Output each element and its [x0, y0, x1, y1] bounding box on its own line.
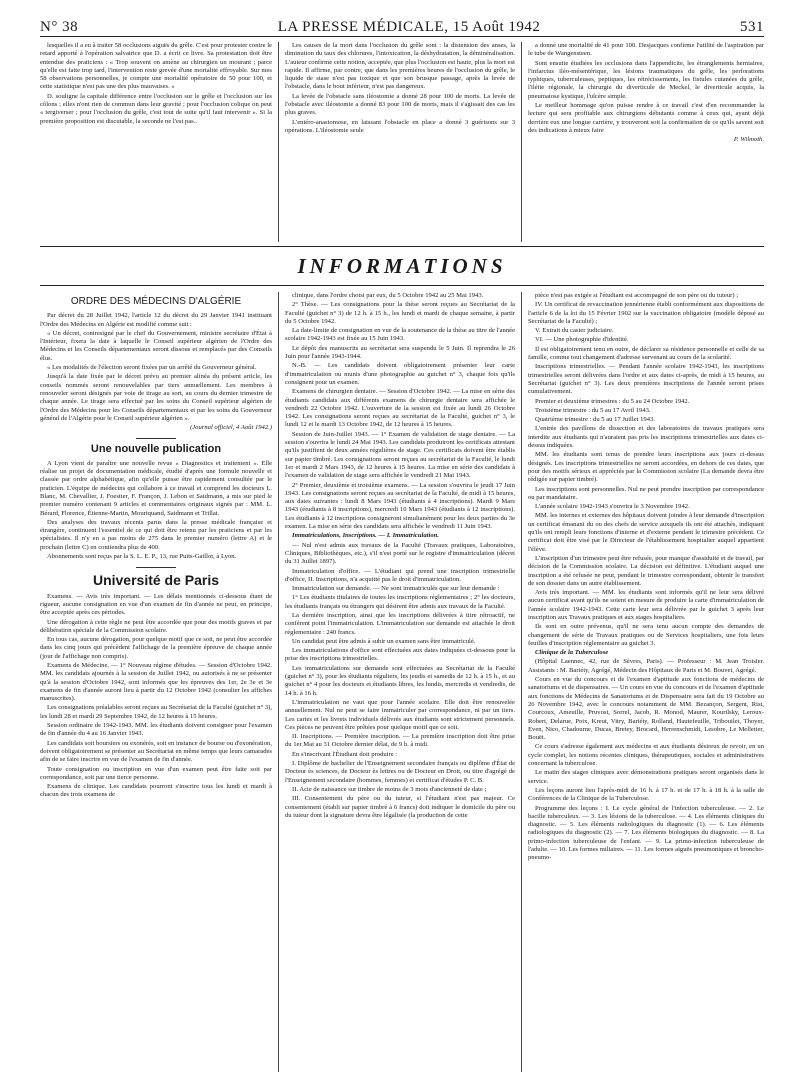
- main-column-1: [40, 292, 272, 1072]
- paragraph: MM. les internes et externes des hôpitaux doivent joindre à leur demande d'inscription un certificat émanant du ou des chefs de service auxquels ils ont été attachés, indiquant qu'ils ont rempli leurs fonctions d'interne et d'externe pendant le trimestre précédent. Ce certificat doit être visé par le Directeur de l'établissement hospitalier auquel appartient l'élève.: [528, 512, 764, 553]
- paragraph: En s'inscrivant l'Étudiant doit produire :: [292, 750, 398, 758]
- paragraph: 1° Les étudiants titulaires de toutes les inscriptions réglementaires ; 2° les docteurs, les étudiants français ou étrangers qui désirent être admis aux travaux de la Faculté.: [285, 594, 515, 610]
- section-title: Université de Paris: [92, 572, 220, 589]
- paragraph: Une dérogation à cette règle ne peut être accordée que pour des motifs graves et par délibération spéciale de la Commission scolaire.: [40, 618, 272, 634]
- section-banner: INFORMATIONS: [40, 246, 764, 286]
- paragraph: La levée de l'obstacle sans iléostomie a donné 28 pour 100 de morts. La levée de l'obstacle avec iléostomie a donné 83 pour 100 de morts, mais il s'agissait des cas les plus graves.: [285, 92, 515, 117]
- paragraph: D. souligne la capitale différence entre l'occlusion sur le grêle et l'occlusion sur les côlons ; elles n'ont rien de commun dans leur gravité ; pour l'occlusion colique on peut « tergiverser ; pour l'occlusion du grêle, c'est tout de suite qu'il faut intervenir ». Si la première proposition est discutable, la seconde ne l'est pas..: [40, 92, 272, 125]
- paragraph: Immatriculation d'office. — L'étudiant qui prend une inscription trimestrielle d'office, II. Inscriptions, n'a acquitté pas le droit d'immatriculation.: [285, 567, 515, 583]
- paragraph: Premier et deuxième trimestres : du 5 au 24 Octobre 1942.: [535, 397, 690, 405]
- paragraph: IV. Un certificat de revaccination jennérienne établi conformément aux dispositions de l'article 6 de la loi du 15 Février 1902 sur la vaccination obligatoire (modèle déposé au Secrétariat de la Faculté) ;: [528, 301, 764, 325]
- paragraph: a donné une mortalité de 41 pour 100. Desjacques confirme l'utilité de l'aspiration par le tube de Wangensteen.: [528, 42, 764, 58]
- paragraph: « Un décret, contresigné par le chef du Gouvernement, ministre secrétaire d'État à l'Intérieur, fixera la date à laquelle le Conseil supérieur algérien de l'Ordre des Médecins et les Conseils départementaux seront dissous et remplacés par des Conseils élus.: [40, 329, 272, 362]
- paragraph: Le meilleur hommage qu'on puisse rendre à ce travail c'est d'en recommander la lecture qui sera profitable aux chirurgiens débutants comme à ceux qui, ayant déjà derrière eux une longue carrière, y trouveront soit la confirmation de ce qu'ils savent soit des indications à mieux faire: [528, 102, 764, 134]
- paragraph: L'entrée des pavillons de dissection et des laboratoires de travaux pratiques sera interdite aux étudiants qui n'auraient pas pris les inscriptions trimestrielles aux dates ci-dessus indiquées.: [528, 425, 764, 450]
- paragraph: Il est obligatoirement tenu en outre, de déclarer sa résidence personnelle et celle de sa famille, comme tout changement d'adresse survenant au cours de la scolarité.: [528, 345, 764, 362]
- paragraph: II. Acte de naissance sur timbre de moins de 3 mois d'ancienneté de date ;: [292, 785, 487, 793]
- top-column-1: [40, 42, 272, 242]
- paragraph: Abonnements sont reçus par la S. L. E. P., 13, rue Puits-Gaillot, à Lyon.: [47, 553, 237, 561]
- paragraph: Programme des leçons : I. Le cycle général de l'infection tuberculeuse. — 2. Le bacille tuberculeux. — 3. Les lésions de la tuberculose. — 4. Les éléments cliniques du diagnostic. — 5. Les éléments radiologiques du diagnostic (1). — 6. Les éléments radiologiques du diagnostic (2). — 7. Les éléments biologiques du diagnostic. — 8. La primo-infection tuberculeuse de l'enfant. — 9. La primo-infection tuberculeuse de l'adulte. — 10. Les formes miliaires. — 11. Les formes aiguës pneumoniques et broncho-pneumo-: [528, 804, 764, 862]
- paragraph: 2° Premier, deuxième et troisième examens. — La session s'ouvrira le jeudi 17 Juin 1943. Les consignations seront reçues au secrétariat de la Faculté, de midi à 15 heures, aux dates suivantes : lundi 8 Mars 1943 (étudiants à 4 inscriptions). Mardi 9 Mars 1943 (étudiants à 8 inscriptions), mercredi 10 Mars 1943 (étudiants à 12 inscriptions). Les étudiants à 12 inscriptions consigneront simultanément pour les deux parties du 3e examen. La mise en série des candidats sera affichée le vendredi 11 Juin 1943.: [285, 481, 515, 531]
- column-divider: [278, 292, 279, 1072]
- journal-title: LA PRESSE MÉDICALE, 15 Août 1942: [277, 19, 541, 35]
- paragraph: Cours en vue du concours et de l'examen d'aptitude aux fonctions de médecins de sanatoriums et de dispensaires. — Un cours en vue du concours et de l'examen d'aptitude aux fonctions de Médecins de Sanatoriums et de Dispensaire sera fait du 19 Octobre au 26 Novembre 1942, avec le concours notamment de MM. Bezançon, Sergent, Rist, Courcoux, Ameuille, Pruvost, Sorrel, Jacob, R. Monod, Maurer, Kourilsky, Leroux-Robert, Delarue, Poix, Kreut, Vitry, Bariéty, Rolland, Hautefeuille, Tribouilet, Thoyer, Even, Nico, Chadourne, Ducas, Bretey, Brocard, Herrenschmidt, Lesobre, Le Melletier, Bouët.: [528, 676, 764, 742]
- paragraph: Inscriptions trimestrielles. — Pendant l'année scolaire 1942-1943, les inscriptions trimestrielles seront délivrées dans l'ordre et aux dates ci-après, de midi à 15 heures, au Secrétariat (guichet n° 3). Les deux premières inscriptions de l'année seront prises cumulativement.: [528, 363, 764, 396]
- subheading: Clinique de la Tuberculose: [535, 649, 609, 657]
- paragraph: Session de Juin-Juillet 1943. — 1° Examen de validation de stage dentaire. — La session s'ouvrira le lundi 24 Mai 1943. Les candidats produiront les certificats attestant qu'ils justifient de deux années régulières de stage. Ces certificats doivent être établis sur papier timbré. Les consignations seront reçues au secrétariat de la Faculté, le lundi 1er et mardi 2 Mars 1943, de 12 heures à 15 heures. La mise en série des candidats à l'examen de validation de stage sera affichée le vendredi 21 Mai 1943.: [285, 430, 515, 480]
- source-citation: (Journal officiel, 4 Août 1942.): [190, 424, 272, 432]
- paragraph: I. Diplôme de bachelier de l'Enseignement secondaire français ou diplôme d'État de Docteur ès sciences, de Docteur ès lettres ou de Docteur en Droit, ou titre d'agrégé de l'Enseignement secondaire (hommes, femmes) et certificat d'études P. C. B.: [285, 760, 515, 784]
- paragraph: VI. — Une photographie d'identité.: [535, 336, 629, 344]
- paragraph: N.-B. — Les candidats doivent obligatoirement présenter leur carte d'immatriculation ou munis d'une photographie au guichet n° 3, chaque fois qu'ils consignent pour un examen.: [285, 362, 515, 386]
- paragraph: Les leçons auront lieu l'après-midi de 16 h. à 17 h. et de 17 h. à 18 h. à la salle de Conférences de la Clinique de la Tuberculose.: [528, 786, 764, 803]
- paragraph: L'année scolaire 1942-1943 s'ouvrira le 3 Novembre 1942.: [535, 503, 690, 511]
- paragraph: Par décret du 28 Juillet 1942, l'article 12 du décret du 29 Janvier 1941 instituant l'Ordre des Médecins en Algérie est modifié comme suit :: [40, 312, 272, 328]
- paragraph: (Hôpital Laennec, 42, rue de Sèvres, Paris). — Professeur : M. Jean Troisier. Assistants : M. Bariéty, Agrégé, Médecin des Hôpitaux de Paris et M. Bouvet, Agrégé.: [528, 658, 764, 674]
- paragraph: Les immatriculations d'office sont effectuées aux dates indiquées ci-dessous pour la prise des inscriptions trimestrielles.: [285, 647, 515, 663]
- paragraph: A Lyon vient de paraître une nouvelle revue « Diagnostics et traitement ». Elle réalise un projet de documentation médicale, étudié d'après une formule nouvelle et classée par ordre alphabétique, afin qu'elle puisse être rapidement consultée par le praticien. L'équipe de médecins qui collabore à ce travail et comprend les docteurs L. Blanc, M. Chevallier, J. Foestier, F. Françon, J. Lebon et Saidmann, a mis sur pied le premier numéro contenant 9 articles et commentaires originaux signés par : MM. L. Bérard, Florence, Étienne-Martin, Mouriquand, Saidmann et Trillat.: [40, 459, 272, 517]
- top-column-3: [528, 42, 764, 242]
- page-number: 531: [740, 19, 764, 35]
- paragraph: L'inscription d'un trimestre peut être refusée, pour manque d'assiduité et de travail, par décision de la Commission scolaire. La décision est définitive. L'étudiant auquel une inscription a été refusée ne peut, pendant le trimestre correspondant, obtenir le transfert de son dossier dans un autre établissement.: [528, 554, 764, 587]
- page-header: [40, 14, 764, 37]
- paragraph: Des analyses des travaux récents parus dans la presse médicale française et étrangère, continuent l'essentiel de ce qui doit être retenu par les praticiens et par les spécialistes. Il n'y en a pas moins de 275 dans le premier numéro (lettre A) et le prochain (lettre C) en contiendra plus de 400.: [40, 518, 272, 551]
- paragraph: Toute consignation ou inscription en vue d'un examen peut être faite soit par correspondance, soit par une tierce personne.: [40, 765, 272, 781]
- paragraph: Examens de clinique. Les candidats pourront s'inscrire tous les lundi et mardi à chacun des trois examens de: [40, 783, 272, 799]
- subheading: Immatriculations, Inscriptions. — I. Immatriculation.: [292, 532, 439, 540]
- paragraph: Les candidats soit boursiers ou exonérés, soit en instance de bourse ou d'exonération, doivent obligatoirement se présenter au Secrétariat en même temps que leurs camarades afin de se faire inscrire en vue de l'examen de fin d'année.: [40, 739, 272, 764]
- separator: [136, 567, 176, 568]
- paragraph: pièce n'est pas exigée si l'étudiant est accompagné de son père ou du tuteur) ;: [535, 292, 739, 299]
- paragraph: — Nul n'est admis aux travaux de la Faculté (Travaux pratiques, Laboratoires, Cliniques, Bibliothèques, etc.), s'il n'est porté sur le registre d'immatriculation (décret du 31 Juillet 1897).: [285, 541, 515, 566]
- paragraph: 2° Thèse. — Les consignations pour la thèse seront reçues au Secrétariat de la Faculté (guichet n° 3) de 12 h. à 15 h., les lundi et mardi de chaque semaine, à partir du 5 Octobre 1942.: [285, 301, 515, 325]
- paragraph: Sont ensuite étudiées les occlusions dans l'appendicite, les étranglements herniaires, l'infarctus iléo-mésentérique, les lésions traumatiques du grêle, les perforations typhiques, tuberculeuses, peptiques, les rétrécissements, les fistules cutanées du grêle, l'iléite régionale, la chirurgie du diverticule de Meckel, le diverticule acquis, la pneumatose kystique, l'ulcère simple.: [528, 59, 764, 100]
- main-column-2: [285, 292, 515, 1072]
- section-title: Une nouvelle publication: [90, 443, 222, 456]
- paragraph: La dernière inscription, ainsi que les inscriptions délivrées à titre rétroactif, ne confèrent point l'immatriculation. L'immatriculation sur demande est attachée le droit réglementaire : 240 francs.: [285, 611, 515, 636]
- paragraph: III. Consentement du père ou du tuteur, si l'étudiant n'est pas majeur. Ce consentement (établi sur papier timbré à 6 francs) doit indiquer le domicile du père ou du tuteur dont la signature devra être légalisée (la production de cette: [285, 795, 515, 819]
- column-divider: [278, 42, 279, 242]
- paragraph: Examens. — Avis très important. — Les délais mentionnés ci-dessous étant de rigueur, aucune consignation en vue d'un examen de fin d'année ne peut, en principe, être acceptée après ces périodes.: [40, 592, 272, 617]
- paragraph: L'entéro-anastomose, en laissant l'obstacle en place a donné 3 guérisons sur 3 opérations. L'iléostomie seule: [285, 118, 515, 134]
- author-signature: P. Wilmoth.: [733, 136, 764, 144]
- separator: [136, 438, 176, 439]
- paragraph: Les inscriptions sont personnelles. Nul ne peut prendre inscription par correspondance ou par mandataire.: [528, 485, 764, 501]
- paragraph: Le dépôt des manuscrits au secrétariat sera suspendu le 5 Juin. Il reprendra le 26 Juin pour l'année 1943-1944.: [285, 344, 515, 361]
- paragraph: Jusqu'à la date fixée par le décret prévu au premier alinéa du présent article, les conseils nommés seront renouvelables par tiers annuellement. Les membres à renouveler seront désignés par voie de tirage au sort, au cours du dernier trimestre de chaque année. Le tirage sera effectué par les soins du Conseil supérieur algérien de l'Ordre des Médecins pour les Conseils départementaux et par les soins du Gouverneur général de l'Algérie pour le Conseil supérieur algérien ».: [40, 373, 272, 422]
- paragraph: Les immatriculations sur demande sont effectuées au Secrétariat de la Faculté (guichet n° 3), pour les étudiants réguliers, les jeudis et samedis de 12 h. à 15 h., et au guichet n° 4 pour les docteurs et étudiants libres, les lundis, mercredis et vendredis, de 14 h. à 16 h.: [285, 664, 515, 697]
- paragraph: Avis très important. — MM. les étudiants sont informés qu'il ne leur sera délivré aucun certificat avant qu'ils ne soient en mesure de produire la carte d'immatriculation de l'année scolaire 1942-1943. Cette carte leur sera délivrée par le guichet 3 après leur inscription aux Travaux pratiques et aux stages hospitaliers.: [528, 589, 764, 621]
- top-column-2: [285, 42, 515, 242]
- paragraph: lesquelles il a eu à traiter 58 occlusions aiguës du grêle. C'est pour protester contre le retard apporté à l'opération salvatrice que D. a écrit ce livre. Sa protestation doit être entendue des praticiens : « Trop souvent on amène au chirurgien un mourant ; parce qu'elle est faite trop tard, l'intervention reste grevée d'une mortalité effroyable. Sur mes 58 observations personnelles, je compte une mortalité opératoire de 50 pour 100, et cette statistique n'est pas une des plus mauvaises. »: [40, 42, 272, 91]
- issue-number: N° 38: [40, 19, 79, 35]
- paragraph: Ce cours s'adresse également aux médecins et aux étudiants désireux de revoir, en un cycle complet, les notions récentes cliniques, thérapeutiques, sociales et administratives concernant la tuberculose.: [528, 743, 764, 768]
- paragraph: « Les modalités de l'élection seront fixées par un arrêté du Gouverneur général.: [47, 364, 257, 372]
- paragraph: MM. les étudiants sont tenus de prendre leurs inscriptions aux jours ci-dessus désignés. Les inscriptions trimestrielles ne seront accordées, en dehors de ces dates, que pour des motifs sérieux et appréciés par la Commission scolaire (La demande devra être rédigée sur papier timbré).: [528, 451, 764, 484]
- column-divider: [521, 42, 522, 242]
- paragraph: clinique, dans l'ordre choisi par eux, du 5 Octobre 1942 au 25 Mai 1943.: [292, 292, 484, 299]
- paragraph: Le matin des stages cliniques avec démonstrations pratiques seront organisés dans le service.: [528, 769, 764, 785]
- paragraph: En tous cas, aucune dérogation, pour quelque motif que ce soit, ne peut être accordée dans les cinq jours qui précèdent l'affichage de la première épreuve de chaque année (jour de l'affichage non compris).: [40, 636, 272, 660]
- paragraph: Troisième trimestre : du 5 au 17 Avril 1943.: [535, 406, 651, 414]
- paragraph: V. Extrait du casier judiciaire.: [535, 327, 614, 335]
- paragraph: Ils sont en outre prévenus, qu'il ne sera tenu aucun compte des demandes de changement de série de Travaux pratiques ou de Services hospitaliers, une fois leurs feuilles d'inscription réglementaire au guichet 3.: [528, 623, 764, 647]
- paragraph: Les consignations préalables seront reçues au Secrétariat de la Faculté (guichet n° 3), les lundi 28 et mardi 29 Septembre 1942, de 12 heures à 15 heures.: [40, 704, 272, 720]
- paragraph: Examens de Médecine. — 1° Nouveau régime d'études. — Session d'Octobre 1942. MM. les candidats ajournés à la session de Juillet 1942, ou autorisés à ne se présenter qu'à la session d'Octobre 1942, sont informés que les épreuves des 1er, 2e 3e et 3e examens de fin d'année auront lieu à partir du 12 Octobre 1942 (consulter les affiches manuscrites).: [40, 661, 272, 703]
- paragraph: II. Inscriptions. — Première inscription. — La première inscription doit être prise du 1er Mai au 31 Octobre dernier délai, de 9 h. à midi.: [285, 733, 515, 749]
- paragraph: L'immatriculation ne vaut que pour l'année scolaire. Elle doit être renouvelée annuellement. Nul ne peut se faire immatriculer par correspondance, ni par un tiers. Les cartes et les livrets individuels délivrés aux étudiants sont strictement personnels. Ces pièces ne peuvent être prêtées pour quelque motif que ce soit.: [285, 698, 515, 731]
- column-divider: [521, 292, 522, 1072]
- paragraph: Les causes de la mort dans l'occlusion du grêle sont : la distension des anses, la diminution du taux des chlorures, l'intoxication, la déshydratation, la déminéralisation. L'auteur confirme cette notion, acceptée, que plus l'occlusion est haute, plus la mort est rapide. Il affirme, par contre, que dans les premières heures de l'occlusion du grêle, le liquide de stase n'est pas toxique et que son brusque passage, après la levée de l'obstacle, dans le bout inférieur, n'est pas dangereux.: [285, 42, 515, 91]
- paragraph: Immatriculation sur demande. — Ne sont immatriculés que sur leur demande :: [292, 585, 500, 593]
- paragraph: Examens de chirurgien dentaire. — Session d'Octobre 1942. — La mise en série des étudiants candidats aux différents examens de chirurgie dentaire sera affichée le vendredi 22 Octobre 1942. L'ouverture de la session est fixée au lundi 26 Octobre 1942. Les consignations seront reçues au secrétariat de la Faculté, guichet n° 3, le lundi 12 et le mardi 13 Octobre 1942, de 12 heures à 15 heures.: [285, 388, 515, 429]
- paragraph: Quatrième trimestre : du 5 au 17 Juillet 1943.: [535, 416, 655, 424]
- paragraph: La date-limite de consignation en vue de la soutenance de la thèse au titre de l'année scolaire 1942-1943 est fixée au 15 Juin 1943.: [285, 327, 515, 343]
- main-column-3: [528, 292, 764, 1072]
- paragraph: Session ordinaire de 1942-1943. MM. les étudiants doivent consigner pour l'examen de fin d'année du 4 au 16 Janvier 1943.: [40, 722, 272, 738]
- paragraph: Un candidat peut être admis à subir un examen sans être immatriculé.: [292, 637, 476, 645]
- section-title: ORDRE DES MÉDECINS D'ALGÉRIE: [70, 296, 242, 307]
